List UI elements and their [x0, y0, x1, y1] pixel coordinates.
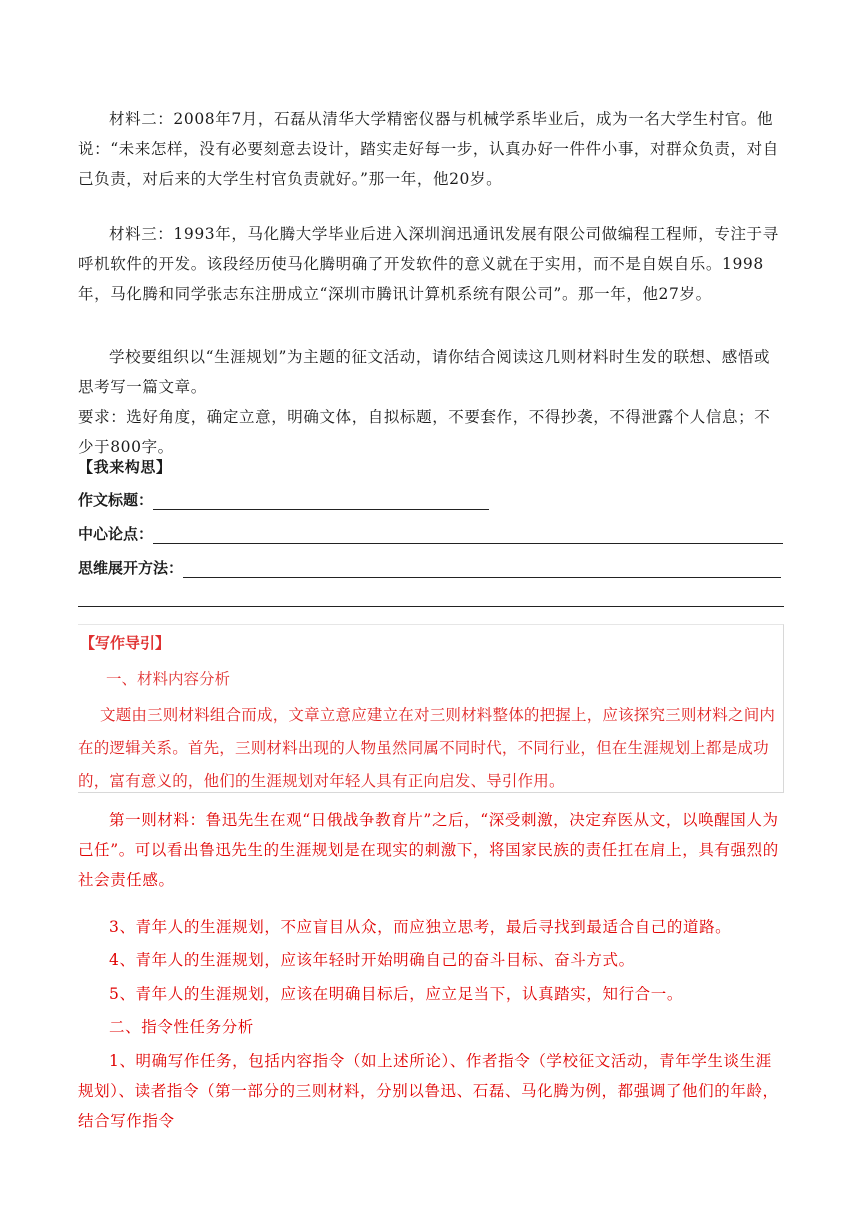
- point-three: 3、青年人的生涯规划，不应盲目从众，而应独立思考，最后寻找到最适合自己的道路。: [109, 918, 732, 936]
- point-four: 4、青年人的生涯规划，应该年轻时开始明确自己的奋斗目标、奋斗方式。: [109, 951, 635, 969]
- method-label: 思维展开方法：: [78, 559, 184, 577]
- material-three-paragraph: 材料三：1993年，马化腾大学毕业后进入深圳润迅通讯发展有限公司做编程工程师，专注于寻呼机软件的开发。该段经历使马化腾明确了开发软件的意义就在于实用，而不是自娱自乐。1998年，马化腾和同学张志东注册成立“深圳市腾讯计算机系统有限公司”。那一年，他27岁。: [78, 225, 779, 303]
- essay-title-label: 作文标题：: [78, 491, 154, 509]
- material-analysis-text: 文题由三则材料组合而成，文章立意应建立在对三则材料整体的把握上，应该探究三则材料之间内在的逻辑关系。首先，三则材料出现的人物虽然同属不同时代，不同行业，但在生涯规划上都是成功的，富有意义的，他们的生涯规划对年轻人具有正向启发、导引作用。: [78, 706, 776, 790]
- requirement-paragraph: 要求：选好角度，确定立意，明确文体，自拟标题，不要套作，不得抄袭，不得泄露个人信息；不少于800字。: [78, 408, 771, 456]
- task-one-paragraph: 1、明确写作任务，包括内容指令（如上述所论）、作者指令（学校征文活动，青年学生谈生涯规划）、读者指令（第一部分的三则材料，分别以鲁迅、石磊、马化腾为例，都强调了他们的年龄，结合写作指令: [78, 1052, 779, 1130]
- material-analysis-heading: 一、材料内容分析: [106, 670, 231, 688]
- task-analysis-heading: 二、指令性任务分析: [109, 1018, 254, 1036]
- method-blank[interactable]: [183, 559, 781, 578]
- method-row: [78, 552, 781, 578]
- first-material-analysis: 第一则材料：鲁迅先生在观“日俄战争教育片”之后，“深受刺激，决定弃医从文，以唤醒国人为己任”。可以看出鲁迅先生的生涯规划是在现实的刺激下，将国家民族的责任扛在肩上，具有强烈的社会责任感。: [78, 811, 779, 889]
- thesis-blank[interactable]: [153, 525, 783, 544]
- point-five: 5、青年人的生涯规划，应该在明确目标后，应立足当下，认真踏实，知行合一。: [109, 985, 683, 1003]
- essay-title-row: [78, 484, 489, 510]
- thesis-row: [78, 518, 783, 544]
- essay-title-blank[interactable]: [153, 491, 489, 510]
- concept-heading: 【我来构思】: [78, 458, 172, 476]
- writing-guide-heading: 【写作导引】: [80, 634, 171, 652]
- extra-answer-line[interactable]: [78, 606, 784, 607]
- task-paragraph: 学校要组织以“生涯规划”为主题的征文活动，请你结合阅读这几则材料时生发的联想、感悟或思考写一篇文章。: [78, 348, 771, 396]
- thesis-label: 中心论点：: [78, 525, 154, 543]
- material-two-paragraph: 材料二：2008年7月，石磊从清华大学精密仪器与机械学系毕业后，成为一名大学生村官。他说：“未来怎样，没有必要刻意去设计，踏实走好每一步，认真办好一件件小事，对群众负责，对自己负责，对后来的大学生村官负责就好。”那一年，他20岁。: [78, 110, 779, 188]
